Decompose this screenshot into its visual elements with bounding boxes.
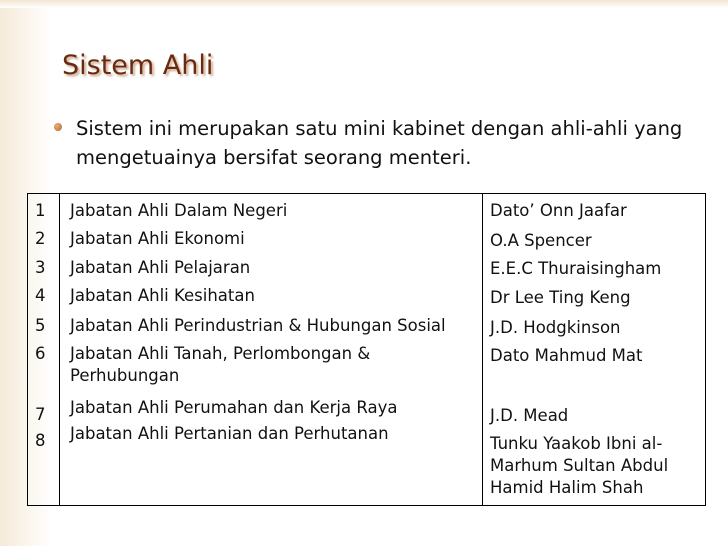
member-name: O.A Spencer xyxy=(490,231,592,250)
row-number: 6 xyxy=(35,344,46,363)
member-name: Dr Lee Ting Keng xyxy=(490,288,631,307)
member-column xyxy=(483,194,706,506)
row-number: 8 xyxy=(35,431,46,450)
row-number: 5 xyxy=(35,316,46,335)
row-number: 2 xyxy=(35,229,46,248)
top-decorative-edge xyxy=(0,0,728,8)
department-name: Jabatan Ahli Kesihatan xyxy=(70,286,255,305)
department-name: Jabatan Ahli Pelajaran xyxy=(70,258,251,277)
slide-title: Sistem Ahli xyxy=(62,50,214,81)
bullet-text: Sistem ini merupakan satu mini kabinet dengan ahli-ahli yang mengetuainya bersifat seorang menteri. xyxy=(76,117,683,169)
number-column xyxy=(28,194,60,506)
department-name: Jabatan Ahli Dalam Negeri xyxy=(70,201,288,220)
member-name: Dato’ Onn Jaafar xyxy=(490,201,627,220)
member-name: E.E.C Thuraisingham xyxy=(490,259,662,278)
row-number: 3 xyxy=(35,258,46,277)
member-name: J.D. Hodgkinson xyxy=(490,318,621,337)
member-name: J.D. Mead xyxy=(490,406,569,425)
member-name: Dato Mahmud Mat xyxy=(490,346,643,365)
department-column xyxy=(60,194,483,506)
bullet-dot-icon xyxy=(54,123,62,131)
row-number: 7 xyxy=(35,405,46,424)
department-name: Jabatan Ahli Perumahan dan Kerja Raya xyxy=(70,398,398,417)
member-name: Tunku Yaakob Ibni al-Marhum Sultan Abdul Hamid Halim Shah xyxy=(490,434,669,497)
department-name: Jabatan Ahli Pertanian dan Perhutanan xyxy=(70,424,389,443)
ministers-table xyxy=(27,193,706,506)
row-number: 1 xyxy=(35,201,46,220)
row-number: 4 xyxy=(35,286,46,305)
department-name: Jabatan Ahli Tanah, Perlombongan & Perhubungan xyxy=(70,344,371,385)
department-name: Jabatan Ahli Ekonomi xyxy=(70,229,245,248)
department-name: Jabatan Ahli Perindustrian & Hubungan Sosial xyxy=(70,316,446,335)
